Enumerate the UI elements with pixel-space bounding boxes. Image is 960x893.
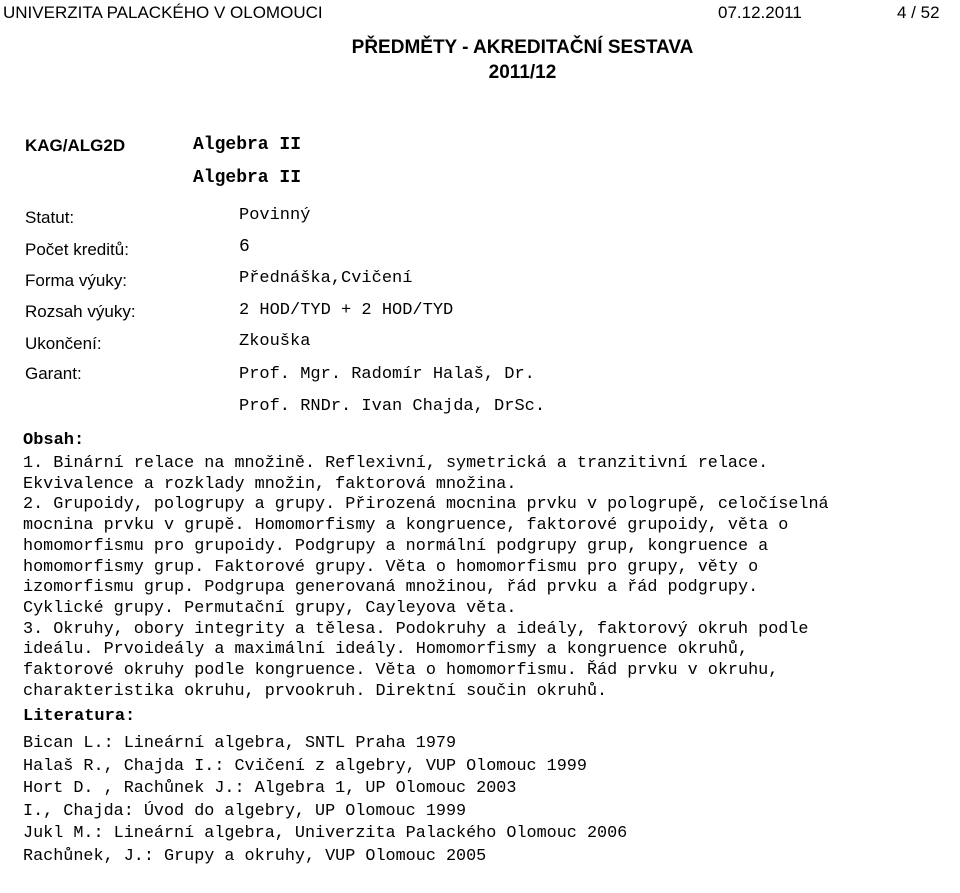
extent-label: Rozsah výuky: bbox=[25, 302, 136, 321]
content-heading: Obsah: bbox=[23, 431, 85, 450]
document-title: PŘEDMĚTY - AKREDITAČNÍ SESTAVA bbox=[351, 37, 694, 58]
guarantor-label: Garant: bbox=[25, 364, 82, 383]
academic-year: 2011/12 bbox=[488, 62, 557, 83]
report-date: 07.12.2011 bbox=[718, 3, 802, 22]
course-code: KAG/ALG2D bbox=[25, 136, 126, 155]
extent-value: 2 HOD/TYD + 2 HOD/TYD bbox=[239, 301, 454, 320]
literature-item: Halaš R., Chajda I.: Cvičení z algebry, VUP Olomouc 1999 bbox=[23, 756, 587, 776]
form-label: Forma výuky: bbox=[25, 271, 128, 290]
status-label: Statut: bbox=[25, 208, 75, 227]
course-name-alt: Algebra II bbox=[193, 168, 302, 188]
guarantor-value-1: Prof. Mgr. Radomír Halaš, Dr. bbox=[239, 365, 535, 384]
form-value: Přednáška,Cvičení bbox=[239, 269, 413, 288]
literature-item: Hort D. , Rachůnek J.: Algebra 1, UP Olomouc 2003 bbox=[23, 779, 517, 799]
literature-item: Bican L.: Lineární algebra, SNTL Praha 1979 bbox=[23, 734, 457, 753]
guarantor-value-2: Prof. RNDr. Ivan Chajda, DrSc. bbox=[239, 397, 546, 416]
page-number: 4 / 52 bbox=[897, 3, 940, 22]
credits-label: Počet kreditů: bbox=[25, 240, 129, 259]
institution-name: UNIVERZITA PALACKÉHO V OLOMOUCI bbox=[3, 3, 323, 22]
literature-item: Rachůnek, J.: Grupy a okruhy, VUP Olomouc 2005 bbox=[23, 846, 487, 866]
course-name: Algebra II bbox=[193, 135, 302, 155]
literature-heading: Literatura: bbox=[23, 707, 136, 726]
completion-value: Zkouška bbox=[239, 332, 311, 351]
literature-list bbox=[23, 733, 627, 869]
status-value: Povinný bbox=[239, 206, 311, 225]
literature-item: I., Chajda: Úvod do algebry, UP Olomouc 1999 bbox=[23, 801, 467, 821]
credits-value: 6 bbox=[239, 237, 250, 257]
literature-item: Jukl M.: Lineární algebra, Univerzita Palackého Olomouc 2006 bbox=[23, 824, 628, 844]
completion-label: Ukončení: bbox=[25, 334, 102, 353]
content-text: 1. Binární relace na množině. Reflexivní, symetrická a tranzitivní relace. Ekvivalence a rozklady množin, faktorová množina. 2. Grupoidy, pologrupy a grupy. Přirozená mocnina prvku v pologrupě, celočíselná mocnina prvku v grupě. Homomorfismy a kongruence, faktorové grupoidy, věta o homomorfismu pro grupoidy. Podgrupy a normální podgrupy grup, kongruence a homomorfismy grup. Faktorové grupy. Věta o homomorfismu pro grupy, věty o izomorfismu grup. Podgrupa generovaná množinou, řád prvku a řád podgrupy. Cyklické grupy. Permutační grupy, Cayleyova věta. 3. Okruhy, obory integrity a tělesa. Podokruhy a ideály, faktorový okruh podle ideálu. Prvoideály a maximální ideály. Homomorfismy a kongruence okruhů, faktorové okruhy podle kongruence. Věta o homomorfismu. Řád prvku v okruhu, charakteristika okruhu, prvookruh. Direktní součin okruhů. bbox=[23, 454, 829, 701]
